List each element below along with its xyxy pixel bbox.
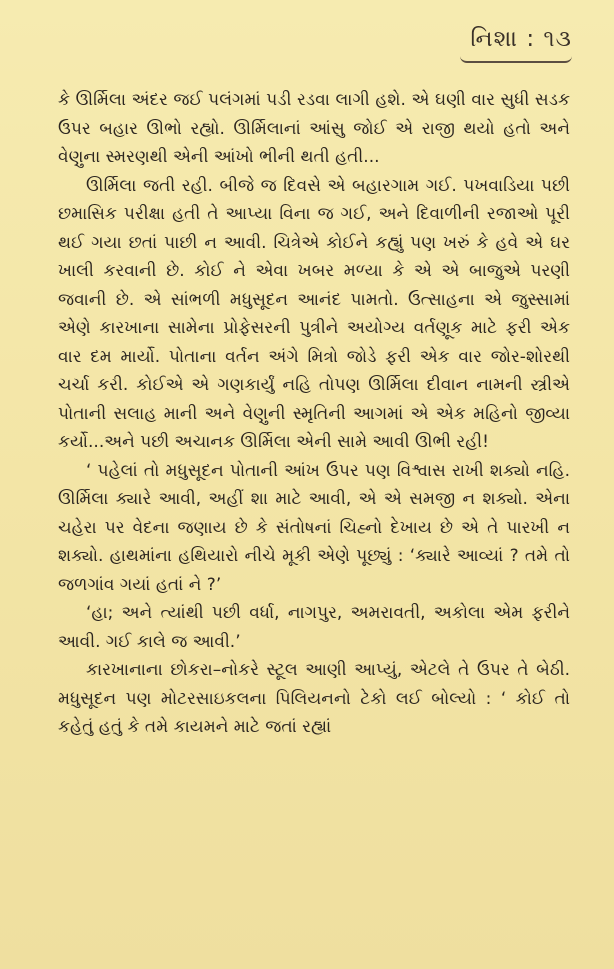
paragraph-4: ‘હા; અને ત્યાંથી પછી વર્ધા, નાગપુર, અમરાવતી, અકોલા એમ ફરીને આવી. ગઈ કાલે જ આવી.’ [58, 603, 570, 652]
paragraph-3: ‘ પહેલાં તો મધુસૂદન પોતાની આંખ ઉપર પણ વિશ્વાસ રાખી શક્યો નહિ. ઊર્મિલા ક્યારે આવી, અહીં શા માટે આવી, એ એ સમજી ન શક્યો. એના ચહેરા પર વેદના જણાય છે કે સંતોષનાં ચિહ્નો દેખાય છે એ તે પારખી ન શક્યો. હાથમાંના હથિયારો નીચે મૂકી એણે પૂછ્યું : ‘ક્યારે આવ્યાં ? તમે તો જળગાંવ ગયાં હતાં ને ?’ [58, 460, 570, 595]
paragraph-5: કારખાનાના છોકરા–નોકરે સ્ટૂલ આણી આપ્યું, એટલે તે ઉપર તે બેઠી. મધુસૂદન પણ મોટરસાઇકલના પિલિયનનો ટેકો લઈ બોલ્યો : ‘ કોઈ તો કહેતું હતું કે તમે કાયમને માટે જતાં રહ્યાં [58, 660, 570, 737]
paragraph-2: ઊર્મિલા જતી રહી. બીજે જ દિવસે એ બહારગામ ગઈ. પખવાડિયા પછી છમાસિક પરીક્ષા હતી તે આપ્યા વિના જ ગઈ, અને દિવાળીની રજાઓ પૂરી થઈ ગયા છતાં પાછી ન આવી. ચિત્રેએ કોઈને કહ્યું પણ ખરું કે હવે એ ઘર ખાલી કરવાની છે. કોઈ ને એવા ખબર મળ્યા કે એ એ બાજુએ પરણી જવાની છે. એ સાંભળી મધુસૂદન આનંદ પામતો. ઉત્સાહના એ જુસ્સામાં એણે કારખાના સામેના પ્રોફેસરની પુત્રીને અયોગ્ય વર્તણૂક માટે ફરી એક વાર દમ માર્યો. પોતાના વર્તન અંગે મિત્રો જોડે ફરી એક વાર જોર-શોરથી ચર્ચા કરી. કોઈએ એ ગણકાર્યું નહિ તોપણ ઊર્મિલા દીવાન નામની સ્ત્રીએ પોતાની સલાહ માની અને વેણુની સ્મૃતિની આગમાં એ એક મહિનો જીવ્યા કર્યો...અને પછી અચાનક ઊર્મિલા એની સામે આવી ઊભી રહી! [58, 175, 570, 452]
header-underline [460, 56, 572, 63]
page-body [58, 86, 570, 742]
page-header [460, 26, 572, 63]
chapter-title: નિશા : ૧૩ [470, 26, 572, 52]
paragraph-1: કે ઊર્મિલા અંદર જઈ પલંગમાં પડી રડવા લાગી હશે. એ ઘણી વાર સુધી સડક ઉપર બહાર ઊભો રહ્યો. ઊર્મિલાનાં આંસુ જોઈ એ રાજી થયો હતો અને વેણુના સ્મરણથી એની આંખો ભીની થતી હતી... [58, 90, 570, 167]
